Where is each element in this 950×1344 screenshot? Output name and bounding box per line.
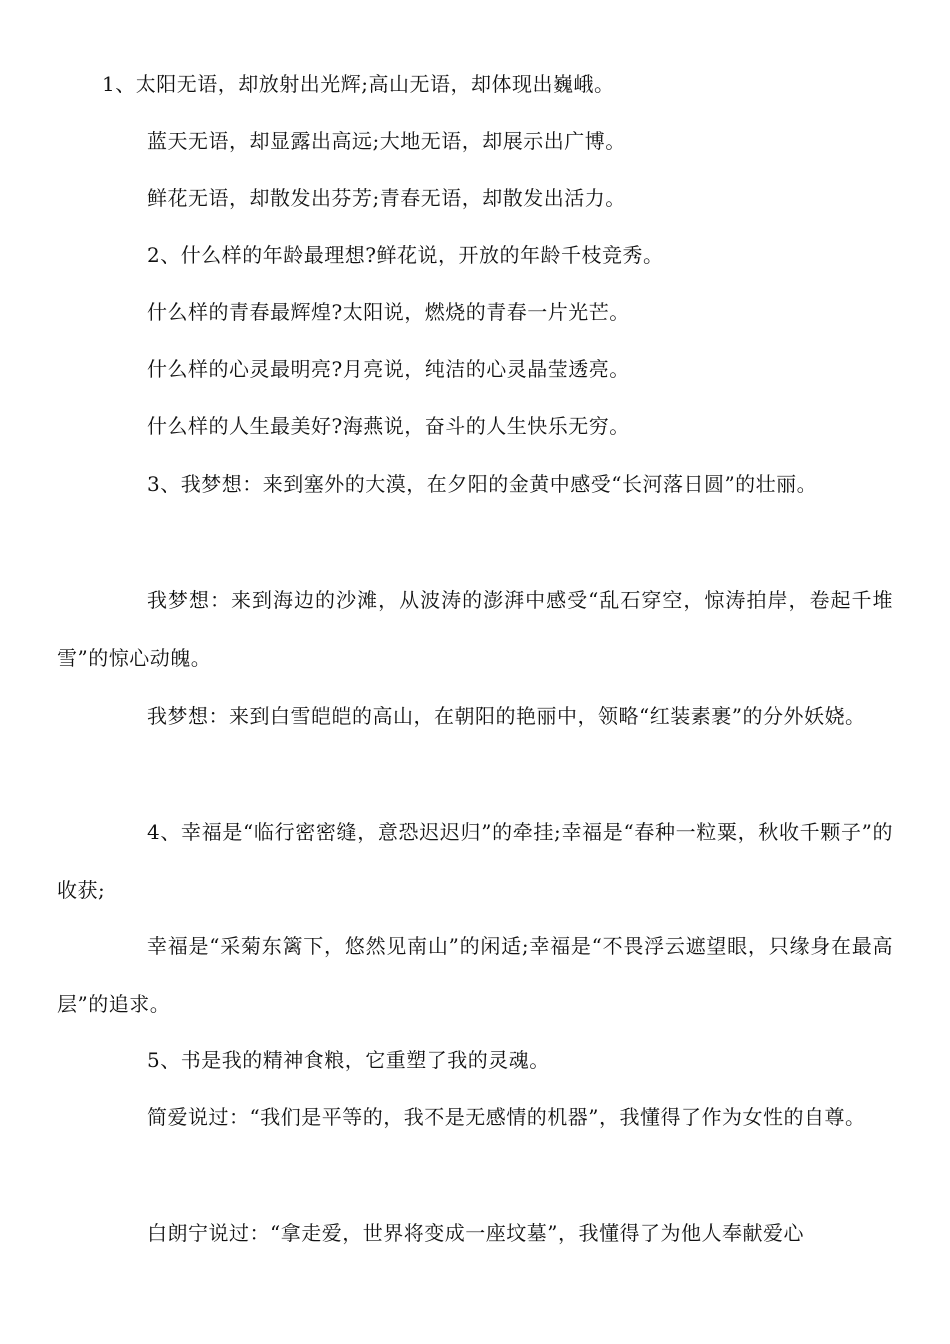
paragraph-10: 我梦想：来到白雪皑皑的高山，在朝阳的艳丽中，领略“红装素裹”的分外妖娆。	[147, 704, 866, 728]
paragraph-9: 我梦想：来到海边的沙滩，从波涛的澎湃中感受“乱石穿空，惊涛拍岸，卷起千堆雪”的惊心动魄。	[57, 588, 893, 670]
paragraph-1: 1、太阳无语，却放射出光辉;高山无语，却体现出巍峨。	[102, 72, 615, 96]
paragraph-2: 蓝天无语，却显露出高远;大地无语，却展示出广博。	[147, 129, 626, 153]
paragraph-15: 白朗宁说过：“拿走爱，世界将变成一座坟墓”，我懂得了为他人奉献爱心	[147, 1221, 804, 1245]
paragraph-3: 鲜花无语，却散发出芬芳;青春无语，却散发出活力。	[147, 186, 626, 210]
paragraph-13: 5、书是我的精神食粮，它重塑了我的灵魂。	[147, 1048, 550, 1072]
paragraph-11: 4、幸福是“临行密密缝，意恐迟迟归”的牵挂;幸福是“春种一粒粟，秋收千颗子”的收获;	[57, 820, 893, 902]
paragraph-12: 幸福是“采菊东篱下，悠然见南山”的闲适;幸福是“不畏浮云遮望眼，只缘身在最高层”的追求。	[57, 934, 893, 1016]
paragraph-14: 简爱说过：“我们是平等的，我不是无感情的机器”，我懂得了作为女性的自尊。	[147, 1105, 866, 1129]
paragraph-8: 3、我梦想：来到塞外的大漠，在夕阳的金黄中感受“长河落日圆”的壮丽。	[147, 472, 818, 496]
paragraph-4: 2、什么样的年龄最理想?鲜花说，开放的年龄千枝竞秀。	[147, 243, 664, 267]
paragraph-6: 什么样的心灵最明亮?月亮说，纯洁的心灵晶莹透亮。	[147, 357, 630, 381]
paragraph-7: 什么样的人生最美好?海燕说，奋斗的人生快乐无穷。	[147, 414, 630, 438]
paragraph-5: 什么样的青春最辉煌?太阳说，燃烧的青春一片光芒。	[147, 300, 630, 324]
